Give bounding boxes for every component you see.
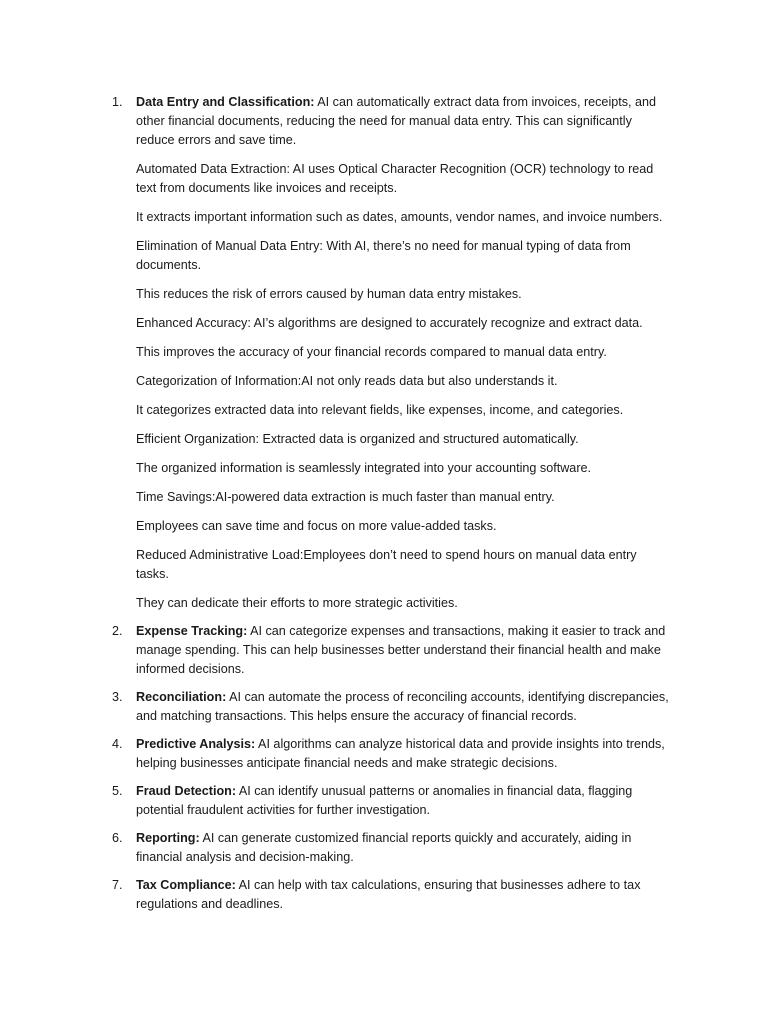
list-item-paragraph [136, 782, 672, 820]
list-number: 5. [112, 784, 123, 798]
sub-paragraph: Enhanced Accuracy: AI’s algorithms are designed to accurately recognize and extract data. [136, 316, 643, 330]
list-item-heading: Fraud Detection: [136, 784, 237, 798]
list-item-paragraph [136, 622, 672, 679]
list-number: 7. [112, 878, 123, 892]
list-item [104, 829, 672, 867]
list-item-paragraph [136, 688, 672, 726]
numbered-list [104, 93, 672, 923]
list-item [104, 93, 672, 613]
sub-paragraph: Time Savings:AI-powered data extraction is much faster than manual entry. [136, 490, 555, 504]
list-item-paragraph [136, 735, 672, 773]
sub-paragraph: Employees can save time and focus on more value-added tasks. [136, 519, 497, 533]
list-item-text: AI can help with tax calculations, ensuring that businesses adhere to tax regulations and deadlines. [136, 878, 641, 911]
sub-paragraph: Automated Data Extraction: AI uses Optical Character Recognition (OCR) technology to read text from documents like invoices and receipts. [136, 162, 654, 195]
list-item-heading: Predictive Analysis: [136, 737, 256, 751]
list-item [104, 688, 672, 726]
list-item-text: AI can automatically extract data from invoices, receipts, and other financial documents, reducing the need for manual data entry. This can significantly reduce errors and save time. [136, 95, 657, 147]
list-item-heading: Tax Compliance: [136, 878, 236, 892]
list-item-paragraph [136, 93, 672, 150]
list-item-heading: Reporting: [136, 831, 200, 845]
list-item [104, 622, 672, 679]
sub-paragraph: Efficient Organization: Extracted data is organized and structured automatically. [136, 432, 579, 446]
list-item-heading: Reconciliation: [136, 690, 227, 704]
sub-paragraph: It categorizes extracted data into relevant fields, like expenses, income, and categories. [136, 403, 624, 417]
sub-paragraph: They can dedicate their efforts to more strategic activities. [136, 596, 458, 610]
list-item-paragraph [136, 829, 672, 867]
sub-paragraph: This reduces the risk of errors caused by human data entry mistakes. [136, 287, 522, 301]
sub-paragraph: Categorization of Information:AI not only reads data but also understands it. [136, 374, 558, 388]
list-number: 3. [112, 690, 123, 704]
list-item-text: AI can categorize expenses and transactions, making it easier to track and manage spending. This can help businesses better understand their financial health and make informed decisions. [136, 624, 666, 676]
list-item-heading: Expense Tracking: [136, 624, 248, 638]
list-item-text: AI can automate the process of reconciling accounts, identifying discrepancies, and matching transactions. This helps ensure the accuracy of financial records. [136, 690, 669, 723]
list-item [104, 876, 672, 914]
list-item [104, 782, 672, 820]
sub-paragraph: Elimination of Manual Data Entry: With AI, there’s no need for manual typing of data from documents. [136, 239, 631, 272]
list-item-text: AI can generate customized financial reports quickly and accurately, aiding in financial analysis and decision-making. [136, 831, 632, 864]
list-item-text: AI algorithms can analyze historical data and provide insights into trends, helping businesses anticipate financial needs and make strategic decisions. [136, 737, 665, 770]
list-item-heading: Data Entry and Classification: [136, 95, 315, 109]
list-item-paragraph [136, 876, 672, 914]
list-number: 6. [112, 831, 123, 845]
list-number: 4. [112, 737, 123, 751]
list-number: 1. [112, 95, 123, 109]
list-number: 2. [112, 624, 123, 638]
sub-paragraph: This improves the accuracy of your financial records compared to manual data entry. [136, 345, 607, 359]
sub-paragraph: It extracts important information such as dates, amounts, vendor names, and invoice numbers. [136, 210, 663, 224]
list-item-text: AI can identify unusual patterns or anomalies in financial data, flagging potential fraudulent activities for further investigation. [136, 784, 633, 817]
sub-paragraph: The organized information is seamlessly integrated into your accounting software. [136, 461, 592, 475]
list-item [104, 735, 672, 773]
sub-paragraph: Reduced Administrative Load:Employees don’t need to spend hours on manual data entry tasks. [136, 548, 637, 581]
